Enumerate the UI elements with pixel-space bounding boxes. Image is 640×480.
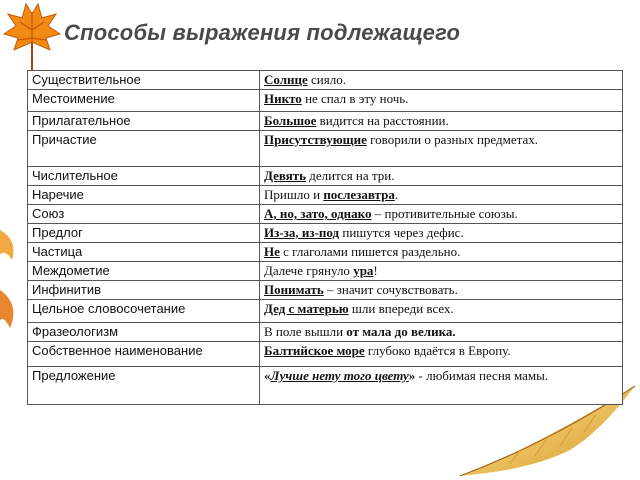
subject-word: Девять (264, 168, 307, 183)
example-cell (260, 323, 623, 342)
example-cell (260, 167, 623, 186)
table-row (28, 205, 623, 224)
table-row (28, 342, 623, 367)
subject-word: Дед с матерью (264, 301, 349, 316)
table-row (28, 112, 623, 131)
side-leaf-decoration (0, 220, 24, 350)
example-cell (260, 300, 623, 323)
table-row (28, 367, 623, 405)
subject-word: послезавтра (323, 187, 395, 202)
example-cell (260, 186, 623, 205)
table-row (28, 167, 623, 186)
example-text: Далече грянуло (264, 263, 354, 278)
example-text: ! (373, 263, 378, 278)
category-cell: Прилагательное (28, 112, 260, 131)
subject-word: Присутствующие (264, 132, 367, 147)
example-text: В поле вышли (264, 324, 347, 339)
table-row (28, 71, 623, 90)
example-text: не спал в эту ночь. (301, 91, 409, 106)
example-cell (260, 262, 623, 281)
example-text: – противительные союзы. (371, 206, 518, 221)
example-text: сияло. (307, 72, 346, 87)
example-text: шли впереди всех. (348, 301, 454, 316)
subject-word: Из-за, из-под (264, 225, 340, 240)
page-title: Способы выражения подлежащего (64, 20, 461, 45)
category-cell: Числительное (28, 167, 260, 186)
subject-word: » (408, 368, 416, 383)
subject-expression-table (27, 70, 623, 405)
subject-word: ура (353, 263, 374, 278)
table-row (28, 186, 623, 205)
example-cell (260, 224, 623, 243)
example-cell (260, 243, 623, 262)
category-cell: Существительное (28, 71, 260, 90)
example-text: пишутся через дефис. (339, 225, 464, 240)
subject-word: Не (264, 244, 280, 259)
category-cell: Цельное словосочетание (28, 300, 260, 323)
table-row (28, 224, 623, 243)
category-cell: Междометие (28, 262, 260, 281)
example-cell (260, 112, 623, 131)
example-text: видится на расстоянии. (316, 113, 449, 128)
subject-word: Солнце (264, 72, 308, 87)
category-cell: Собственное наименование (28, 342, 260, 367)
category-cell: Частица (28, 243, 260, 262)
example-text: . (394, 187, 399, 202)
table-row (28, 243, 623, 262)
example-text: с глаголами пишется раздельно. (279, 244, 461, 259)
category-cell: Предлог (28, 224, 260, 243)
category-cell: Союз (28, 205, 260, 224)
category-cell: Причастие (28, 131, 260, 167)
example-cell (260, 342, 623, 367)
subject-word: А, но, зато, однако (264, 206, 372, 221)
example-text: - любимая песня мамы. (415, 368, 549, 383)
table-row (28, 300, 623, 323)
subject-word: Лучше нету того цвету (270, 368, 409, 383)
category-cell: Фразеологизм (28, 323, 260, 342)
subject-word: « (264, 368, 271, 383)
subject-word: Никто (264, 91, 302, 106)
category-cell: Предложение (28, 367, 260, 405)
example-text: глубоко вдаётся в Европу. (364, 343, 511, 358)
example-cell (260, 367, 623, 405)
example-text: Пришло и (264, 187, 324, 202)
table-row (28, 262, 623, 281)
example-text: делится на три. (306, 168, 395, 183)
table-row (28, 323, 623, 342)
table-row (28, 281, 623, 300)
example-text: – значит сочувствовать. (323, 282, 458, 297)
example-cell (260, 131, 623, 167)
category-cell: Инфинитив (28, 281, 260, 300)
example-text: говорили о разных предметах. (366, 132, 538, 147)
table-row (28, 90, 623, 112)
example-cell (260, 71, 623, 90)
subject-word: Понимать (264, 282, 324, 297)
subject-word: Балтийское море (264, 343, 365, 358)
subject-word: от мала до велика. (346, 324, 456, 339)
subject-word: Большое (264, 113, 317, 128)
table-row (28, 131, 623, 167)
example-cell (260, 90, 623, 112)
category-cell: Наречие (28, 186, 260, 205)
example-cell (260, 281, 623, 300)
category-cell: Местоимение (28, 90, 260, 112)
example-cell (260, 205, 623, 224)
